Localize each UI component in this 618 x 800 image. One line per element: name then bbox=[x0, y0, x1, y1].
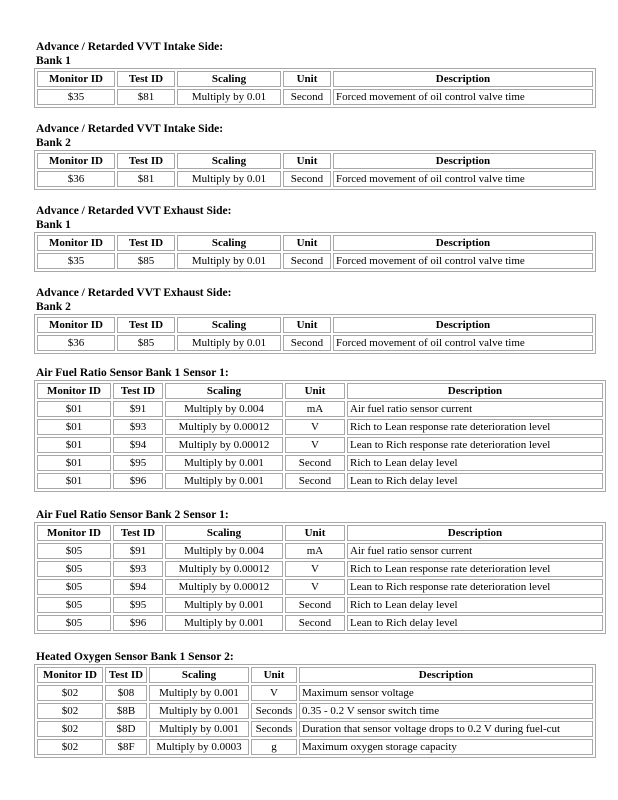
section-subtitle: Bank 1 bbox=[36, 55, 71, 67]
cell-monitor-id: $01 bbox=[37, 437, 111, 453]
cell-test-id: $8F bbox=[105, 739, 147, 755]
cell-description: Lean to Rich delay level bbox=[347, 615, 603, 631]
col-description: Description bbox=[347, 525, 603, 541]
col-test-id: Test ID bbox=[117, 235, 175, 251]
table-row bbox=[37, 597, 603, 613]
cell-scaling: Multiply by 0.0003 bbox=[149, 739, 249, 755]
cell-description: Air fuel ratio sensor current bbox=[347, 543, 603, 559]
cell-scaling: Multiply by 0.001 bbox=[149, 721, 249, 737]
table-row bbox=[37, 253, 593, 269]
section-vvt-intake-bank2 bbox=[36, 122, 596, 190]
cell-description: Forced movement of oil control valve time bbox=[333, 253, 593, 269]
table-row bbox=[37, 615, 603, 631]
cell-test-id: $96 bbox=[113, 473, 163, 489]
cell-unit: Second bbox=[285, 473, 345, 489]
cell-test-id: $95 bbox=[113, 597, 163, 613]
section-title: Advance / Retarded VVT Intake Side: bbox=[36, 41, 224, 53]
col-scaling: Scaling bbox=[165, 525, 283, 541]
header-row bbox=[37, 71, 593, 87]
cell-scaling: Multiply by 0.001 bbox=[165, 473, 283, 489]
col-monitor-id: Monitor ID bbox=[37, 71, 115, 87]
col-monitor-id: Monitor ID bbox=[37, 525, 111, 541]
cell-monitor-id: $05 bbox=[37, 561, 111, 577]
table-row bbox=[37, 685, 593, 701]
cell-description: Air fuel ratio sensor current bbox=[347, 401, 603, 417]
col-scaling: Scaling bbox=[177, 153, 281, 169]
col-description: Description bbox=[333, 317, 593, 333]
cell-monitor-id: $05 bbox=[37, 579, 111, 595]
cell-description: Lean to Rich response rate deterioration level bbox=[347, 437, 603, 453]
cell-unit: V bbox=[251, 685, 297, 701]
cell-description: Rich to Lean response rate deterioration level bbox=[347, 419, 603, 435]
header-row bbox=[37, 667, 593, 683]
col-test-id: Test ID bbox=[113, 525, 163, 541]
cell-scaling: Multiply by 0.004 bbox=[165, 401, 283, 417]
cell-unit: Second bbox=[283, 171, 331, 187]
cell-scaling: Multiply by 0.00012 bbox=[165, 579, 283, 595]
section-ho2s-bank1-sensor2 bbox=[36, 650, 596, 758]
cell-unit: V bbox=[285, 561, 345, 577]
section-title: Heated Oxygen Sensor Bank 1 Sensor 2: bbox=[36, 651, 234, 663]
section-vvt-exhaust-bank2 bbox=[36, 286, 596, 354]
cell-description: Maximum sensor voltage bbox=[299, 685, 593, 701]
col-unit: Unit bbox=[251, 667, 297, 683]
cell-description: Maximum oxygen storage capacity bbox=[299, 739, 593, 755]
section-title: Air Fuel Ratio Sensor Bank 1 Sensor 1: bbox=[36, 367, 229, 379]
cell-description: Forced movement of oil control valve time bbox=[333, 171, 593, 187]
cell-test-id: $85 bbox=[117, 253, 175, 269]
header-row bbox=[37, 153, 593, 169]
cell-description: Lean to Rich response rate deterioration level bbox=[347, 579, 603, 595]
col-scaling: Scaling bbox=[149, 667, 249, 683]
table-row bbox=[37, 89, 593, 105]
cell-monitor-id: $36 bbox=[37, 335, 115, 351]
cell-monitor-id: $02 bbox=[37, 721, 103, 737]
cell-description: Rich to Lean delay level bbox=[347, 455, 603, 471]
col-unit: Unit bbox=[285, 383, 345, 399]
cell-monitor-id: $01 bbox=[37, 455, 111, 471]
cell-description: Forced movement of oil control valve time bbox=[333, 335, 593, 351]
cell-unit: Second bbox=[283, 253, 331, 269]
cell-unit: V bbox=[285, 579, 345, 595]
data-table bbox=[34, 314, 596, 354]
section-vvt-exhaust-bank1 bbox=[36, 204, 596, 272]
col-monitor-id: Monitor ID bbox=[37, 235, 115, 251]
col-scaling: Scaling bbox=[165, 383, 283, 399]
cell-unit: V bbox=[285, 419, 345, 435]
col-monitor-id: Monitor ID bbox=[37, 153, 115, 169]
cell-monitor-id: $02 bbox=[37, 685, 103, 701]
cell-test-id: $91 bbox=[113, 543, 163, 559]
header-row bbox=[37, 383, 603, 399]
cell-unit: V bbox=[285, 437, 345, 453]
section-vvt-intake-bank1 bbox=[36, 40, 596, 108]
cell-monitor-id: $05 bbox=[37, 615, 111, 631]
col-monitor-id: Monitor ID bbox=[37, 667, 103, 683]
header-row bbox=[37, 235, 593, 251]
col-unit: Unit bbox=[285, 525, 345, 541]
table-row bbox=[37, 721, 593, 737]
cell-description: Forced movement of oil control valve time bbox=[333, 89, 593, 105]
cell-unit: Second bbox=[283, 89, 331, 105]
cell-monitor-id: $05 bbox=[37, 597, 111, 613]
data-table bbox=[34, 380, 606, 492]
col-description: Description bbox=[333, 153, 593, 169]
cell-test-id: $94 bbox=[113, 437, 163, 453]
data-table bbox=[34, 68, 596, 108]
cell-scaling: Multiply by 0.001 bbox=[165, 455, 283, 471]
cell-unit: Second bbox=[283, 335, 331, 351]
col-test-id: Test ID bbox=[113, 383, 163, 399]
cell-unit: g bbox=[251, 739, 297, 755]
cell-description: Lean to Rich delay level bbox=[347, 473, 603, 489]
cell-scaling: Multiply by 0.001 bbox=[149, 685, 249, 701]
col-test-id: Test ID bbox=[117, 317, 175, 333]
section-title: Advance / Retarded VVT Exhaust Side: bbox=[36, 205, 232, 217]
table-row bbox=[37, 171, 593, 187]
table-row bbox=[37, 473, 603, 489]
cell-monitor-id: $01 bbox=[37, 473, 111, 489]
table-row bbox=[37, 561, 603, 577]
cell-scaling: Multiply by 0.01 bbox=[177, 89, 281, 105]
table-row bbox=[37, 335, 593, 351]
cell-monitor-id: $36 bbox=[37, 171, 115, 187]
col-scaling: Scaling bbox=[177, 71, 281, 87]
cell-monitor-id: $05 bbox=[37, 543, 111, 559]
data-table bbox=[34, 522, 606, 634]
cell-test-id: $93 bbox=[113, 561, 163, 577]
cell-monitor-id: $01 bbox=[37, 401, 111, 417]
cell-scaling: Multiply by 0.001 bbox=[149, 703, 249, 719]
col-unit: Unit bbox=[283, 235, 331, 251]
cell-scaling: Multiply by 0.001 bbox=[165, 597, 283, 613]
section-subtitle: Bank 2 bbox=[36, 301, 71, 313]
section-afr-bank1-sensor1 bbox=[36, 366, 606, 492]
col-unit: Unit bbox=[283, 317, 331, 333]
section-title: Advance / Retarded VVT Intake Side: bbox=[36, 123, 224, 135]
section-title: Advance / Retarded VVT Exhaust Side: bbox=[36, 287, 232, 299]
table-row bbox=[37, 543, 603, 559]
cell-scaling: Multiply by 0.01 bbox=[177, 253, 281, 269]
cell-monitor-id: $02 bbox=[37, 703, 103, 719]
col-description: Description bbox=[333, 235, 593, 251]
cell-scaling: Multiply by 0.004 bbox=[165, 543, 283, 559]
cell-scaling: Multiply by 0.00012 bbox=[165, 419, 283, 435]
col-description: Description bbox=[333, 71, 593, 87]
cell-monitor-id: $02 bbox=[37, 739, 103, 755]
cell-test-id: $96 bbox=[113, 615, 163, 631]
table-row bbox=[37, 703, 593, 719]
section-subtitle: Bank 1 bbox=[36, 219, 71, 231]
data-table bbox=[34, 150, 596, 190]
cell-scaling: Multiply by 0.01 bbox=[177, 335, 281, 351]
col-unit: Unit bbox=[283, 153, 331, 169]
header-row bbox=[37, 525, 603, 541]
cell-unit: Second bbox=[285, 597, 345, 613]
col-description: Description bbox=[299, 667, 593, 683]
cell-unit: Second bbox=[285, 455, 345, 471]
data-table bbox=[34, 232, 596, 272]
section-subtitle: Bank 2 bbox=[36, 137, 71, 149]
table-row bbox=[37, 401, 603, 417]
table-row bbox=[37, 419, 603, 435]
section-afr-bank2-sensor1 bbox=[36, 508, 606, 634]
section-title: Air Fuel Ratio Sensor Bank 2 Sensor 1: bbox=[36, 509, 229, 521]
cell-test-id: $81 bbox=[117, 89, 175, 105]
col-monitor-id: Monitor ID bbox=[37, 317, 115, 333]
cell-test-id: $8D bbox=[105, 721, 147, 737]
header-row bbox=[37, 317, 593, 333]
col-test-id: Test ID bbox=[117, 71, 175, 87]
col-scaling: Scaling bbox=[177, 317, 281, 333]
table-row bbox=[37, 455, 603, 471]
cell-scaling: Multiply by 0.01 bbox=[177, 171, 281, 187]
col-test-id: Test ID bbox=[117, 153, 175, 169]
cell-test-id: $93 bbox=[113, 419, 163, 435]
cell-description: Duration that sensor voltage drops to 0.2 V during fuel-cut bbox=[299, 721, 593, 737]
cell-unit: Second bbox=[285, 615, 345, 631]
cell-unit: Seconds bbox=[251, 721, 297, 737]
cell-test-id: $85 bbox=[117, 335, 175, 351]
cell-monitor-id: $01 bbox=[37, 419, 111, 435]
cell-monitor-id: $35 bbox=[37, 89, 115, 105]
cell-unit: Seconds bbox=[251, 703, 297, 719]
table-row bbox=[37, 579, 603, 595]
table-row bbox=[37, 437, 603, 453]
col-test-id: Test ID bbox=[105, 667, 147, 683]
cell-test-id: $81 bbox=[117, 171, 175, 187]
cell-scaling: Multiply by 0.001 bbox=[165, 615, 283, 631]
data-table bbox=[34, 664, 596, 758]
cell-description: Rich to Lean delay level bbox=[347, 597, 603, 613]
cell-description: 0.35 - 0.2 V sensor switch time bbox=[299, 703, 593, 719]
cell-test-id: $94 bbox=[113, 579, 163, 595]
col-scaling: Scaling bbox=[177, 235, 281, 251]
cell-unit: mA bbox=[285, 543, 345, 559]
cell-monitor-id: $35 bbox=[37, 253, 115, 269]
table-row bbox=[37, 739, 593, 755]
cell-test-id: $8B bbox=[105, 703, 147, 719]
col-monitor-id: Monitor ID bbox=[37, 383, 111, 399]
cell-scaling: Multiply by 0.00012 bbox=[165, 561, 283, 577]
cell-description: Rich to Lean response rate deterioration level bbox=[347, 561, 603, 577]
cell-test-id: $91 bbox=[113, 401, 163, 417]
col-description: Description bbox=[347, 383, 603, 399]
cell-unit: mA bbox=[285, 401, 345, 417]
cell-scaling: Multiply by 0.00012 bbox=[165, 437, 283, 453]
col-unit: Unit bbox=[283, 71, 331, 87]
cell-test-id: $08 bbox=[105, 685, 147, 701]
cell-test-id: $95 bbox=[113, 455, 163, 471]
